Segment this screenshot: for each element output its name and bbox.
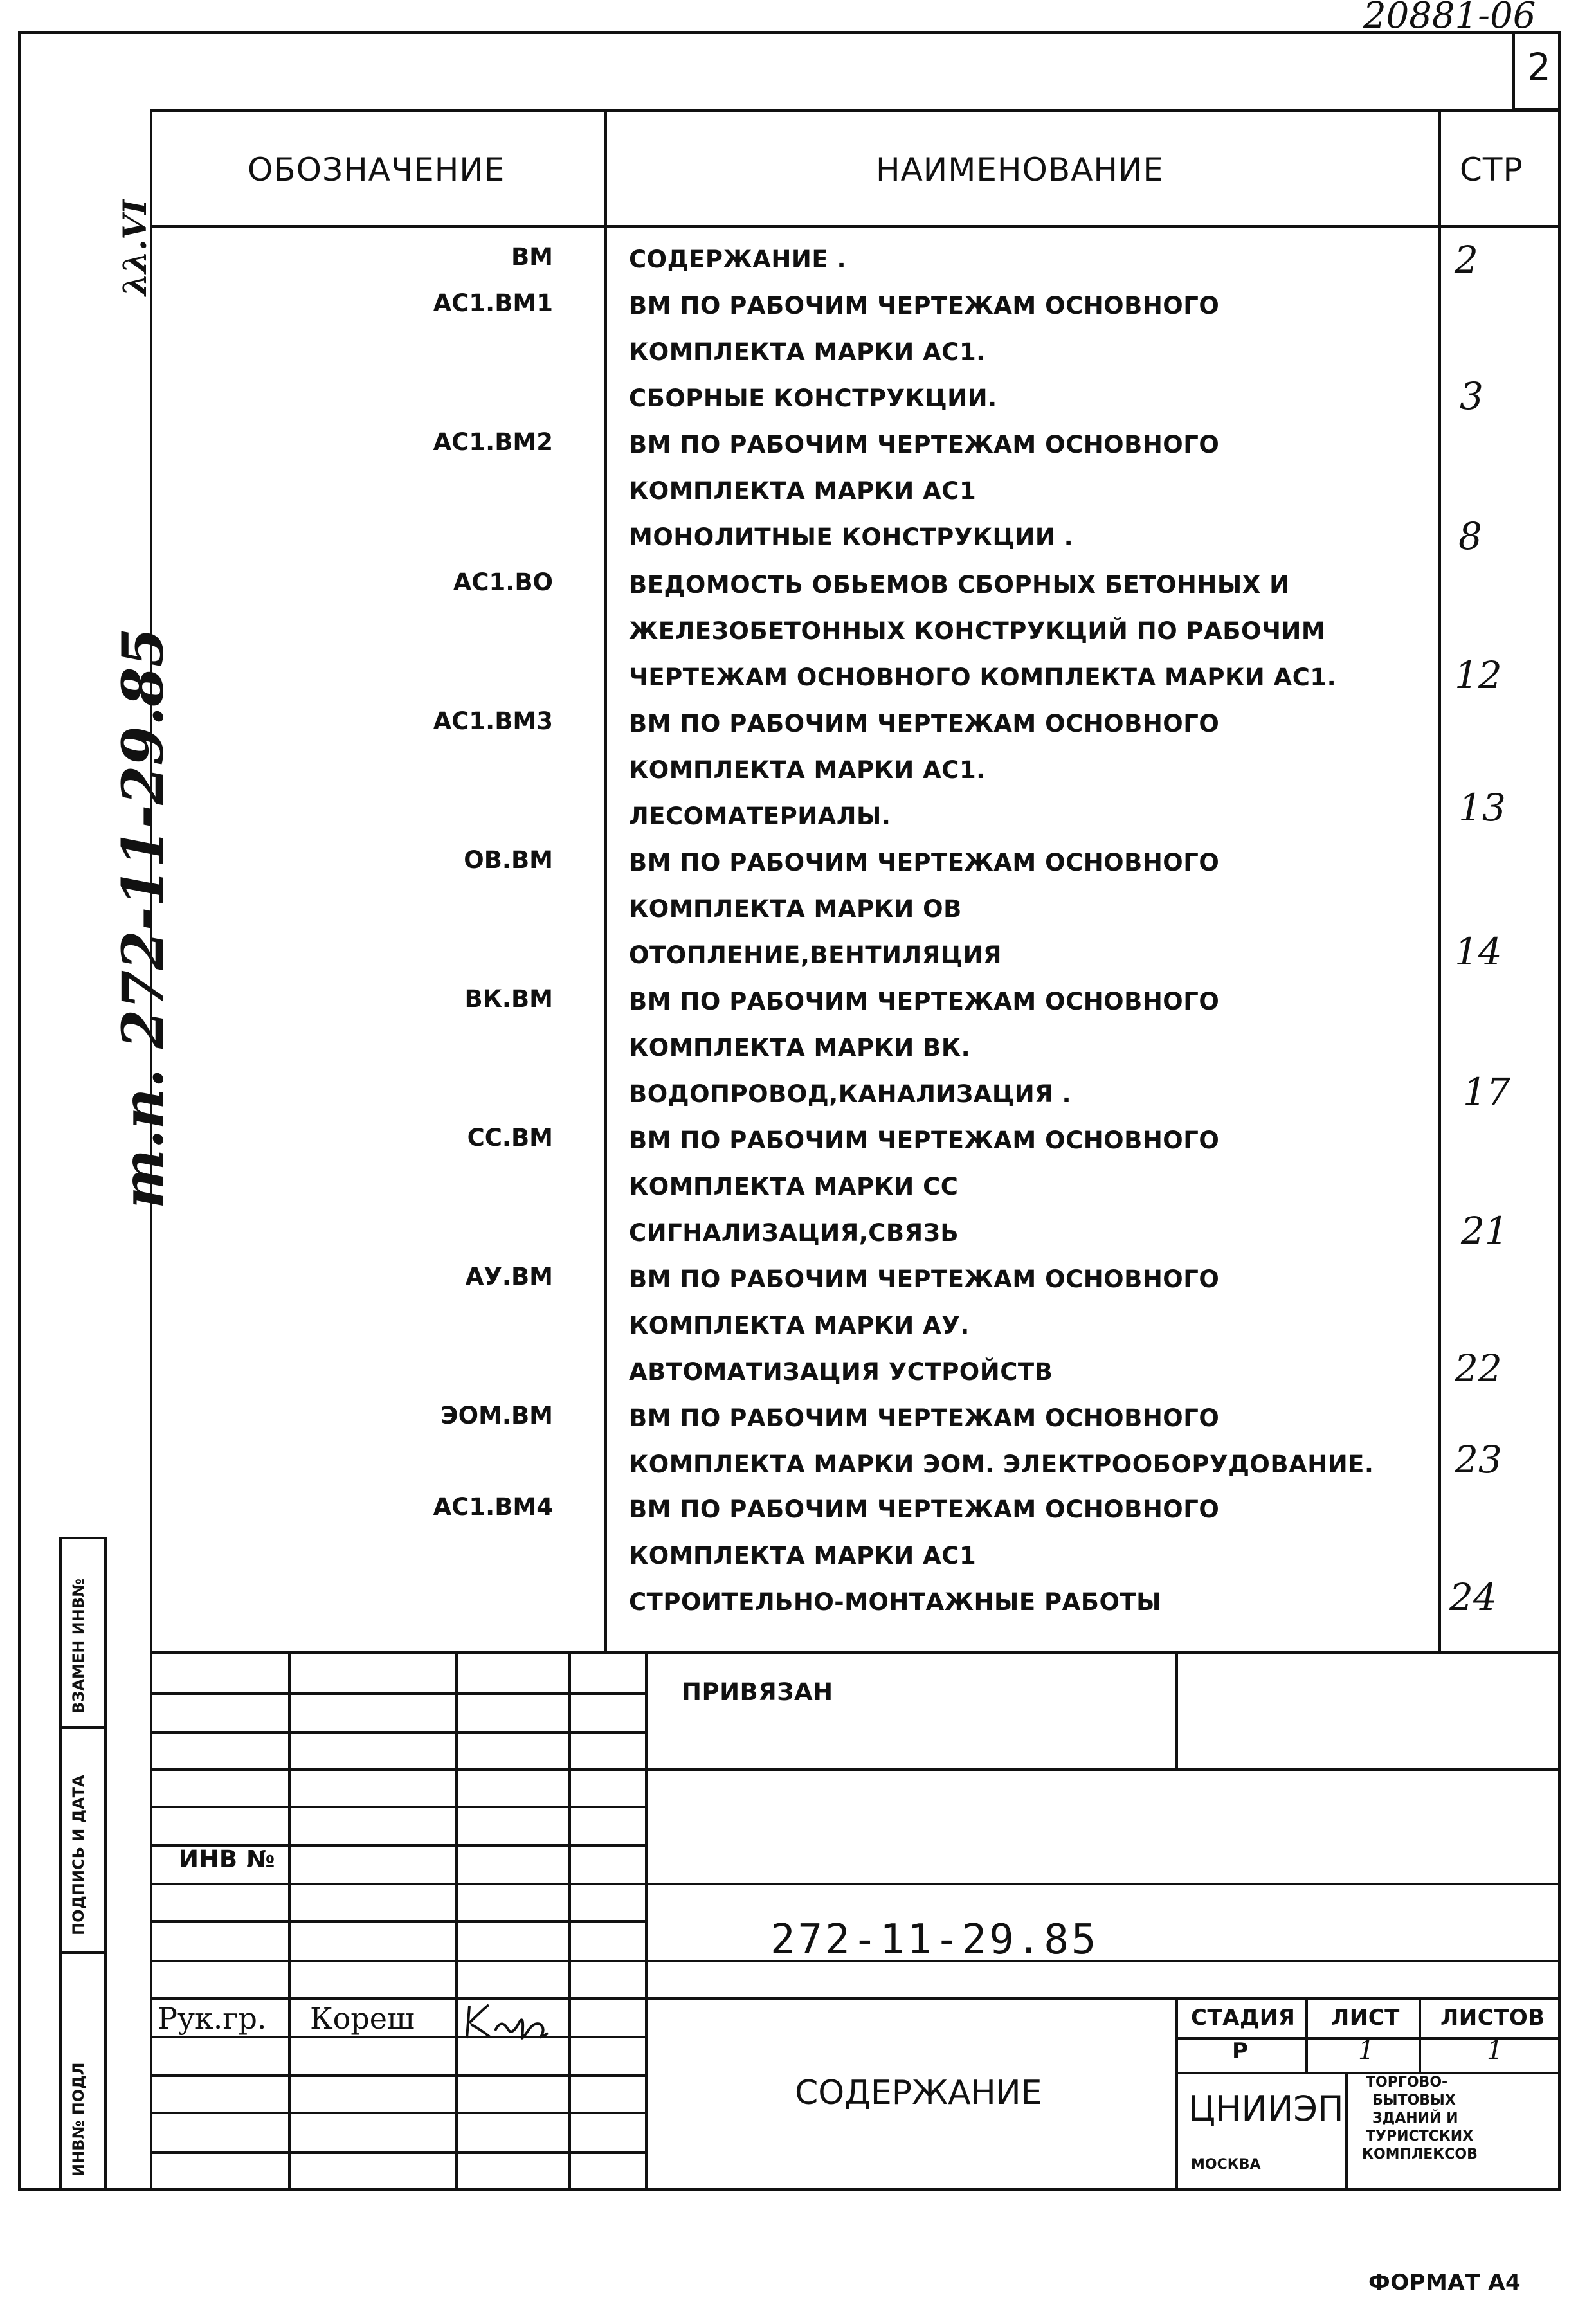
stamp-row-line (150, 1883, 1561, 1885)
stage-value: Р (1232, 2038, 1249, 2064)
row-name-line: СИГНАЛИЗАЦИЯ,СВЯЗЬ (629, 1219, 959, 1247)
stamp-side-strip-left (59, 1537, 62, 2191)
row-code: АС1.ВМ4 (433, 1493, 553, 1521)
col-divider-1 (604, 109, 607, 1653)
org-desc-line: ТОРГОВО- (1366, 2074, 1448, 2090)
surname: Кореш (310, 2001, 415, 2036)
row-name-line: ВМ ПО РАБОЧИМ ЧЕРТЕЖАМ ОСНОВНОГО (629, 1496, 1220, 1523)
row-page: 8 (1458, 514, 1482, 558)
row-name-line: ВЕДОМОСТЬ ОБЬЕМОВ СБОРНЫХ БЕТОННЫХ И (629, 571, 1290, 599)
row-code: ВК.ВМ (464, 985, 553, 1013)
side-label-signature-date: ПОДПИСЬ И ДАТА (69, 1775, 87, 1935)
side-label-replace-inv: ВЗАМЕН ИНВ№ (69, 1579, 87, 1714)
row-name-line: ВМ ПО РАБОЧИМ ЧЕРТЕЖАМ ОСНОВНОГО (629, 1404, 1220, 1432)
stamp-side-top (59, 1537, 104, 1539)
col-divider-2 (1438, 109, 1441, 1653)
row-name-line: ЖЕЛЕЗОБЕТОННЫХ КОНСТРУКЦИЙ ПО РАБОЧИМ (629, 617, 1326, 645)
header-page: СТР (1460, 151, 1523, 188)
row-code: СС.ВМ (467, 1124, 553, 1152)
header-designation: ОБОЗНАЧЕНИЕ (248, 151, 505, 188)
format-label: ФОРМАТ А4 (1368, 2270, 1521, 2295)
stamp-col-line (1345, 2072, 1348, 2191)
row-name-line: СБОРНЫЕ КОНСТРУКЦИИ. (629, 385, 997, 412)
row-code: АС1.ВО (453, 568, 553, 596)
stamp-col-line (568, 1651, 571, 2191)
stamp-col-line (288, 1651, 291, 2191)
row-code: АС1.ВМ1 (433, 289, 553, 317)
stamp-side-div2 (59, 1951, 104, 1954)
row-name-line: ОТОПЛЕНИЕ,ВЕНТИЛЯЦИЯ (629, 941, 1002, 969)
project-number: 272-11-29.85 (770, 1916, 1099, 1964)
stamp-row-line (645, 1997, 1561, 2000)
row-name-line: ВМ ПО РАБОЧИМ ЧЕРТЕЖАМ ОСНОВНОГО (629, 1127, 1220, 1154)
row-name-line: ВМ ПО РАБОЧИМ ЧЕРТЕЖАМ ОСНОВНОГО (629, 849, 1220, 876)
side-mark: λλ.VI (116, 199, 154, 296)
row-name-line: МОНОЛИТНЫЕ КОНСТРУКЦИИ . (629, 523, 1074, 551)
row-page: 3 (1460, 374, 1483, 418)
stage-label: СТАДИЯ (1191, 2005, 1296, 2031)
row-name-line: КОМПЛЕКТА МАРКИ ЭОМ. ЭЛЕКТРООБОРУДОВАНИЕ. (629, 1451, 1374, 1478)
stamp-col-line (1305, 1997, 1308, 2072)
row-code: ВМ (511, 243, 553, 271)
stamp-col-line (1175, 1651, 1178, 1768)
row-name-line: КОМПЛЕКТА МАРКИ АС1. (629, 338, 986, 366)
row-name-line: СОДЕРЖАНИЕ . (629, 246, 847, 273)
stamp-col-line (645, 1651, 648, 2191)
document-number: 20881-06 (1363, 0, 1536, 37)
side-project-code: т.п. 272-11-29.85 (109, 628, 176, 1209)
row-page: 21 (1461, 1209, 1509, 1253)
inv-no-label: ИНВ № (179, 1845, 276, 1873)
sheet-title: СОДЕРЖАНИЕ (795, 2074, 1042, 2112)
org-desc-line: БЫТОВЫХ (1372, 2092, 1456, 2108)
row-code: АС1.ВМ2 (433, 428, 553, 456)
org-desc-line: ЗДАНИЙ И (1372, 2110, 1458, 2126)
row-name-line: ЧЕРТЕЖАМ ОСНОВНОГО КОМПЛЕКТА МАРКИ АС1. (629, 664, 1337, 691)
row-name-line: КОМПЛЕКТА МАРКИ АС1 (629, 477, 977, 505)
row-name-line: КОМПЛЕКТА МАРКИ ВК. (629, 1034, 971, 1062)
row-page: 24 (1449, 1575, 1497, 1619)
sheet-number: 2 (1527, 45, 1551, 89)
attached-label: ПРИВЯЗАН (682, 1678, 833, 1706)
signature (463, 1998, 566, 2043)
main-table-left-border (150, 109, 152, 2191)
org-desc-line: КОМПЛЕКСОВ (1362, 2146, 1478, 2162)
row-name-line: ВОДОПРОВОД,КАНАЛИЗАЦИЯ . (629, 1080, 1072, 1108)
stamp-col-line (1175, 1997, 1178, 2191)
sheet-value: 1 (1358, 2036, 1375, 2065)
row-page: 14 (1455, 930, 1502, 973)
sheets-value: 1 (1487, 2036, 1503, 2065)
row-name-line: ВМ ПО РАБОЧИМ ЧЕРТЕЖАМ ОСНОВНОГО (629, 292, 1220, 320)
row-name-line: СТРОИТЕЛЬНО-МОНТАЖНЫЕ РАБОТЫ (629, 1588, 1161, 1616)
row-page: 13 (1458, 786, 1506, 829)
row-name-line: КОМПЛЕКТА МАРКИ АУ. (629, 1312, 970, 1339)
row-page: 2 (1455, 238, 1478, 282)
header-bottom-line (150, 225, 1561, 228)
row-code: АС1.ВМ3 (433, 707, 553, 735)
row-name-line: КОМПЛЕКТА МАРКИ АС1 (629, 1542, 977, 1570)
table-top-line (150, 109, 1561, 112)
row-name-line: КОМПЛЕКТА МАРКИ СС (629, 1173, 959, 1200)
stamp-side-div1 (59, 1726, 104, 1729)
organization: ЦНИИЭП (1188, 2088, 1344, 2129)
row-code: ОВ.ВМ (464, 846, 553, 874)
row-name-line: АВТОМАТИЗАЦИЯ УСТРОЙСТВ (629, 1358, 1053, 1386)
sheet-label: ЛИСТ (1331, 2005, 1400, 2031)
row-page: 22 (1455, 1346, 1502, 1390)
row-code: АУ.ВМ (465, 1263, 553, 1290)
row-page: 17 (1463, 1070, 1510, 1114)
row-name-line: КОМПЛЕКТА МАРКИ ОВ (629, 895, 962, 923)
header-name: НАИМЕНОВАНИЕ (876, 151, 1164, 188)
row-name-line: ВМ ПО РАБОЧИМ ЧЕРТЕЖАМ ОСНОВНОГО (629, 431, 1220, 458)
stamp-col-line (455, 1651, 458, 2191)
row-name-line: ВМ ПО РАБОЧИМ ЧЕРТЕЖАМ ОСНОВНОГО (629, 1265, 1220, 1293)
row-page: 23 (1455, 1438, 1502, 1481)
sheets-label: ЛИСТОВ (1440, 2005, 1545, 2031)
row-name-line: ЛЕСОМАТЕРИАЛЫ. (629, 802, 891, 830)
sheet-number-box-left (1512, 31, 1515, 109)
stamp-side-strip-right (104, 1537, 107, 2191)
row-name-line: ВМ ПО РАБОЧИМ ЧЕРТЕЖАМ ОСНОВНОГО (629, 988, 1220, 1015)
row-name-line: ВМ ПО РАБОЧИМ ЧЕРТЕЖАМ ОСНОВНОГО (629, 710, 1220, 738)
stamp-top-line (150, 1651, 1561, 1654)
row-code: ЭОМ.ВМ (440, 1402, 553, 1429)
stamp-row-line (150, 1768, 1561, 1771)
row-name-line: КОМПЛЕКТА МАРКИ АС1. (629, 756, 986, 784)
side-label-inv-original: ИНВ№ ПОДЛ (69, 2062, 87, 2177)
city: МОСКВА (1191, 2157, 1261, 2173)
org-desc-line: ТУРИСТСКИХ (1366, 2128, 1474, 2144)
stamp-col-line (1419, 1997, 1421, 2072)
row-page: 12 (1455, 653, 1502, 697)
role-label: Рук.гр. (158, 2001, 267, 2036)
